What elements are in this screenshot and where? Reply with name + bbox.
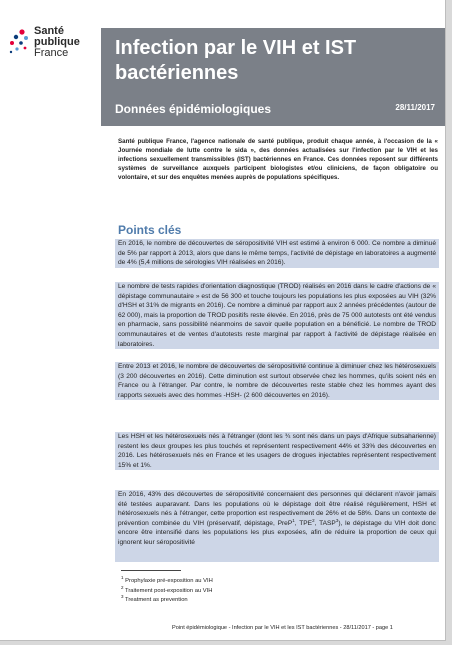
footnote-item: $^2$ Traitement post-exposition au VIH: [121, 584, 213, 594]
keypoint-5: [115, 490, 439, 562]
keypoint-3: Entre 2013 et 2016, le nombre de découvertes de séropositivité continue à diminuer chez les hétérosexuels (3 200 découvertes en 2016). Cette diminution est surtout observée chez les hommes, qu'ils soient nés en France ou à l'étranger. Par contre, le nombre de découvertes reste stable chez les hommes ayant des rapports sexuels avec des hommes -HSH- (2 600 découvertes en 2016).: [115, 362, 439, 400]
sante-publique-france-logo: [8, 26, 88, 70]
keypoint-4: Les HSH et les hétérosexuels nés à l'étranger (dont les ¾ sont nés dans un pays d'Afrique subsaharienne) restent les deux groupes les plus touchés et représentent respectivement 44% et 33% des découvertes en 2016. Les hétérosexuels nés en France et les usagers de drogues injectables représentent respectivement 15% et 1%.: [115, 432, 439, 470]
footnote-ref-3: 3: [335, 517, 339, 523]
logo-line-1: Santé: [34, 25, 64, 37]
footnote-divider: [121, 570, 181, 571]
keypoint-5-text-b: , TPE: [294, 519, 313, 527]
publication-date: 28/11/2017: [395, 103, 435, 112]
title-banner: [101, 28, 445, 126]
intro-paragraph: Santé publique France, l'agence nationale de santé publique, produit chaque année, à l'occasion de la « Journée mondiale de lutte contre le sida », des données actualisées sur l'infection par le VIH et les infections sexuellement transmissibles (IST) bactériennes en France. Ces données reposent sur différents systèmes de surveillance auxquels participent biologistes et/ou cliniciens, de façon obligatoire ou volontaire, et sur des enquêtes menées auprès de populations spécifiques.: [118, 138, 438, 181]
keypoint-5-text-d: ), le dépistage du VIH doit donc encore être intensifié dans les populations les plus exposées, afin de réduire la proportion de ceux qui ignorent leur séropositivité: [118, 519, 436, 546]
keypoint-5-text-c: , TASP: [314, 519, 336, 527]
footnote-ref-1: 1: [292, 517, 295, 523]
footnotes: [121, 577, 213, 606]
footnote-ref-2: 2: [312, 517, 315, 523]
keypoints-heading: Points clés: [118, 223, 182, 237]
logo-line-3: France: [34, 47, 69, 59]
keypoint-2: Le nombre de tests rapides d'orientation diagnostique (TROD) réalisés en 2016 dans le cadre d'actions de « dépistage communautaire » est de 56 300 et touche toujours les populations les plus exposées au VIH (32% d'HSH et 31% de migrants en 2016). Ce nombre a diminué par rapport aux 2 années précédentes (autour de 62 000), mais la proportion de TROD positifs reste élevée. En 2016, près de 75 000 autotests ont été vendus en pharmacie, sans possibilité néanmoins de savoir quelle population en a bénéficié. Le nombre de TROD communautaires et de ventes d'autotests reste marginal par rapport à l'activité de dépistage réalisée en laboratoires.: [115, 282, 439, 349]
logo-line-2: publique: [34, 36, 80, 48]
page-subtitle: Données épidémiologiques: [115, 102, 272, 116]
page-footer: Point épidémiologique - Infection par le VIH et les IST bactériennes - 28/11/2017 - page 1: [172, 625, 393, 631]
page-title: Infection par le VIH et IST bactériennes: [115, 37, 357, 84]
footnote-item: $^1$ Prophylaxie pré-exposition au VIH: [121, 575, 213, 584]
footnote-item: $^3$ Treatment as prevention: [121, 594, 188, 603]
logo-dots-icon: [8, 28, 32, 58]
keypoint-5-text-a: En 2016, 43% des découvertes de séropositivité concernaient des personnes qui déclarent n'avoir jamais été testées auparavant. Dans les populations où le dépistage doit être réalisé régulièrement, HSH et hétérosexuels nés à l'étranger, cette proportion est respectivement de 26% et de 58%. Dans un contexte de prévention combinée du VIH (préservatif, dépistage, PreP: [118, 491, 436, 527]
keypoint-1: En 2016, le nombre de découvertes de séropositivité VIH est estimé à environ 6 000. Ce nombre a diminué de 5% par rapport à 2013, alors que dans le même temps, l'activité de dépistage en laboratoires a augmenté de 4% (5,4 millions de sérologies VIH réalisées en 2016).: [115, 239, 439, 268]
